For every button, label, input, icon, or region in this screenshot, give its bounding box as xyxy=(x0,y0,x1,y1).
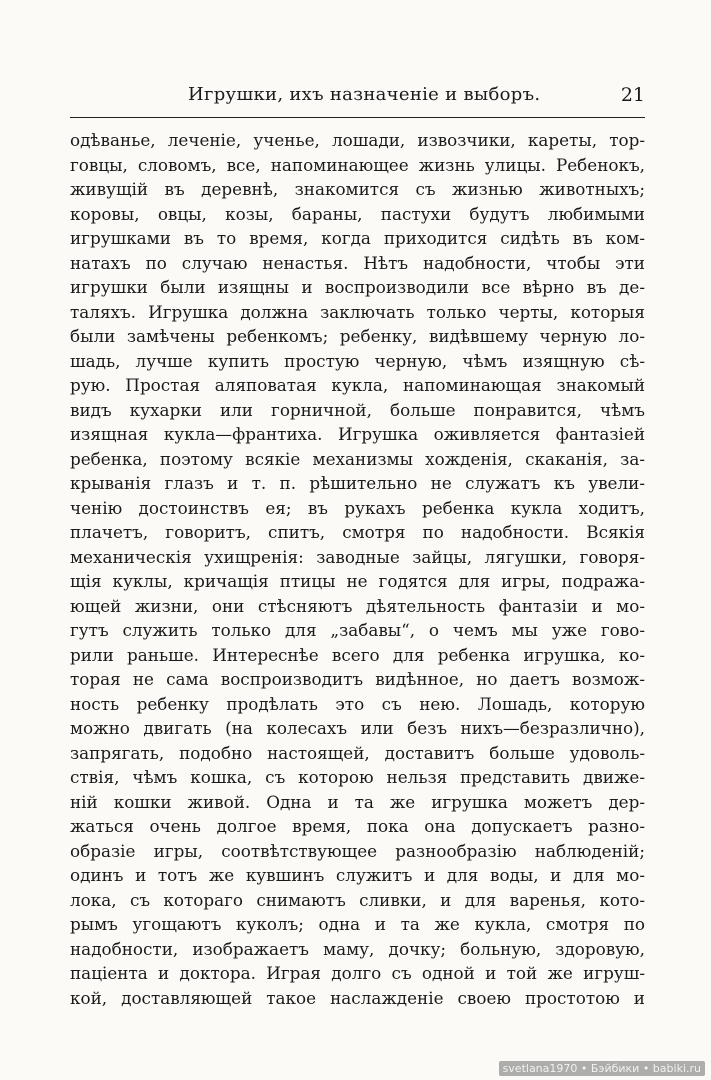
running-header xyxy=(70,84,645,116)
text-line: жаться очень долгое время, пока она допускаетъ разно- xyxy=(70,816,645,836)
text-line: шадь, лучше купить простую черную, чѣмъ изящную сѣ- xyxy=(70,350,645,371)
text-line: ченiю достоинствъ ея; въ рукахъ ребенка кукла ходитъ, xyxy=(70,497,645,518)
text-line: живущiй въ деревнѣ, знакомится съ жизнью животныхъ; xyxy=(70,179,645,199)
text-line: говцы, словомъ, все, напоминающее жизнь улицы. Ребенокъ, xyxy=(70,154,645,175)
text-line: плачетъ, говоритъ, спитъ, смотря по надобности. Всякiя xyxy=(70,522,645,542)
text-line: ющей жизни, они стѣсняютъ дѣятельность фантазiи и мо- xyxy=(70,595,645,616)
text-line: образiе игры, соотвѣтствующее разнообразiю наблюденiй; xyxy=(70,840,645,861)
text-line: натахъ по случаю ненастья. Нѣтъ надобности, чтобы эти xyxy=(70,252,645,273)
text-line: торая не сама воспроизводитъ видѣнное, но даетъ возмож- xyxy=(70,669,645,689)
text-line: щiя куклы, кричащiя птицы не годятся для игры, подража- xyxy=(70,571,645,591)
text-line: крыванiя глазъ и т. п. рѣшительно не служатъ къ увели- xyxy=(70,473,645,493)
text-line: кой, доставляющей такое наслажденiе своею простотою и xyxy=(70,987,645,1008)
text-line: механическiя ухищренiя: заводные зайцы, лягушки, говоря- xyxy=(70,546,645,567)
text-line: рили раньше. Интереснѣе всего для ребенка игрушка, ко- xyxy=(70,644,645,665)
page-number: 21 xyxy=(620,84,645,106)
text-line: игрушками въ то время, когда приходится сидѣть въ ком- xyxy=(70,228,645,248)
header-rule xyxy=(70,117,645,118)
text-line: ность ребенку продѣлать это съ нею. Лошадь, которую xyxy=(70,693,645,714)
text-line: одѣванье, леченiе, ученье, лошади, извозчики, кареты, тор- xyxy=(70,130,645,150)
text-line: таляхъ. Игрушка должна заключать только черты, которыя xyxy=(70,301,645,322)
text-line: рымъ угощаютъ куколъ; одна и та же кукла, смотря по xyxy=(70,914,645,934)
text-line: коровы, овцы, козы, бараны, пастухи будутъ любимыми xyxy=(70,203,645,224)
text-line: ствiя, чѣмъ кошка, съ которою нельзя представить движе- xyxy=(70,767,645,787)
text-line: можно двигать (на колесахъ или безъ нихъ—безразлично), xyxy=(70,718,645,738)
text-line: гутъ служить только для „забавы“, о чемъ мы уже гово- xyxy=(70,620,645,640)
text-line: нiй кошки живой. Одна и та же игрушка можетъ дер- xyxy=(70,791,645,812)
body-text xyxy=(70,128,645,1010)
text-line: лока, съ котораго снимаютъ сливки, и для варенья, кото- xyxy=(70,889,645,910)
text-line: пацiента и доктора. Играя долго съ одной и той же игруш- xyxy=(70,963,645,983)
text-line: надобности, изображаетъ маму, дочку; больную, здоровую, xyxy=(70,938,645,959)
text-line: ребенка, поэтому всякiе механизмы хожденiя, скаканiя, за- xyxy=(70,448,645,469)
text-line: запрягать, подобно настоящей, доставитъ больше удоволь- xyxy=(70,742,645,763)
text-line: изящная кукла—франтиха. Игрушка оживляется фантазiей xyxy=(70,424,645,444)
watermark: svetlana1970 • Бэйбики • babiki.ru xyxy=(499,1061,705,1076)
text-line: игрушки были изящны и воспроизводили все вѣрно въ де- xyxy=(70,277,645,297)
text-line: рую. Простая аляповатая кукла, напоминающая знакомый xyxy=(70,375,645,395)
running-title: Игрушки, ихъ назначенiе и выборъ. xyxy=(188,84,541,105)
text-line: видъ кухарки или горничной, больше понравится, чѣмъ xyxy=(70,399,645,420)
text-line: были замѣчены ребенкомъ; ребенку, видѣвшему черную ло- xyxy=(70,326,645,346)
text-line: одинъ и тотъ же кувшинъ служитъ и для воды, и для мо- xyxy=(70,865,645,885)
